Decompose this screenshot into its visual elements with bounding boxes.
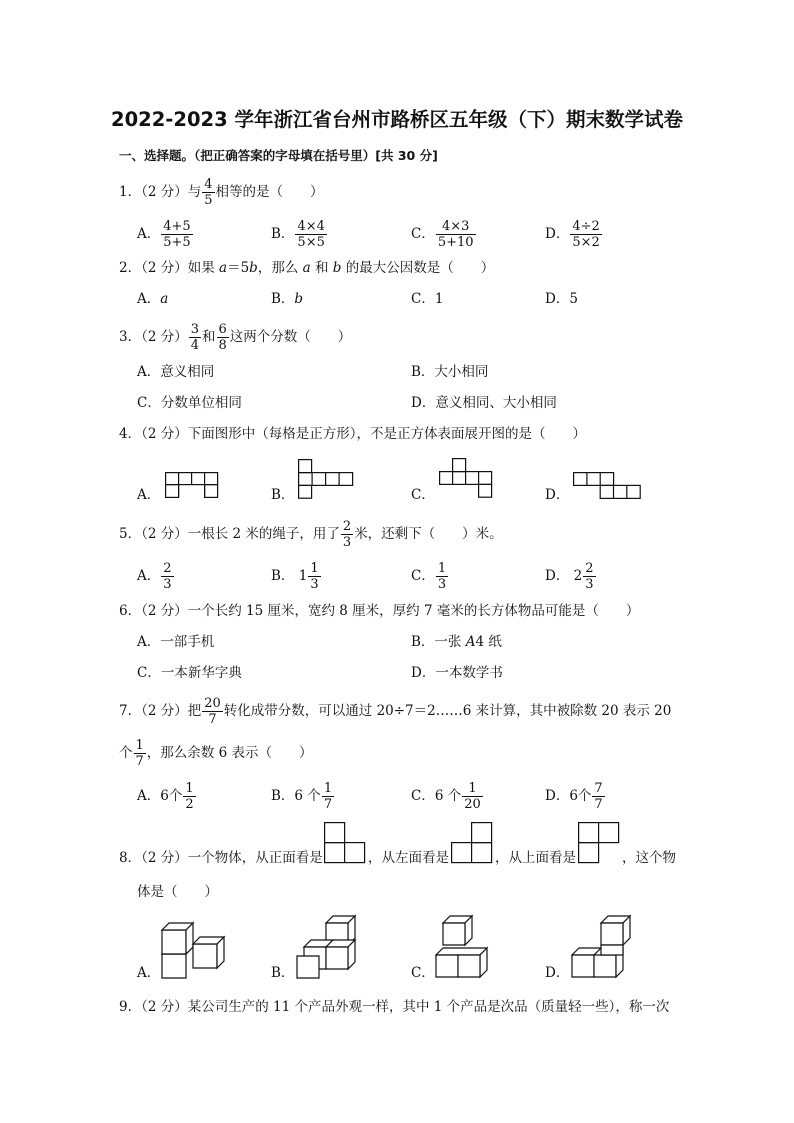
q1-option-b[interactable]: B． $\frac{4\times 4}{5\times 5}$ [271,219,325,250]
q3-option-d[interactable]: D．意义相同、大小相同 [411,395,557,411]
question-6: 6．（2 分）一个长约 15 厘米，宽约 8 厘米，厚约 7 毫米的长方体物品可能是（ ） [119,603,640,619]
q8-option-c[interactable]: C． [411,965,435,981]
cube-figure-a [161,913,227,979]
net-figure-d [573,472,641,500]
q6-option-b[interactable]: B．一张 A4 纸 [411,634,502,650]
q1-option-c[interactable]: C． $\frac{4\times 3}{5+10}$ [411,219,474,250]
top-view-figure [578,822,620,864]
q5-option-d[interactable]: D． 2 $\frac{2}{3}$ [545,561,594,592]
q8-option-d[interactable]: D． [545,965,570,981]
cube-figure-b [296,913,358,979]
front-view-figure [324,822,366,864]
q4-option-a[interactable]: A． [137,487,161,503]
q1-option-a[interactable]: A． $\frac{4+5}{5+5}$ [137,219,191,250]
q7-option-a[interactable]: A．6个 $\frac{1}{2}$ [137,781,194,812]
question-8-line-1: 8．（2 分）一个物体，从正面看是 [119,850,323,866]
q4-option-c[interactable]: C． [411,487,435,503]
q5-option-b[interactable]: B． 1 $\frac{1}{3}$ [271,561,319,592]
q3-option-c[interactable]: C．分数单位相同 [137,395,242,411]
q6-option-d[interactable]: D．一本数学书 [411,665,503,681]
q5-option-a[interactable]: A． $\frac{2}{3}$ [137,561,172,592]
cube-figure-d [571,913,639,979]
left-view-figure [451,822,493,864]
net-figure-c [439,458,493,498]
q1-option-d[interactable]: D． $\frac{4\div 2}{5\times 2}$ [545,219,600,250]
net-figure-a [165,472,219,498]
q2-option-d[interactable]: D．5 [545,291,578,307]
q3-option-b[interactable]: B．大小相同 [411,364,489,380]
question-5: 5．（2 分）一根长 2 米的绳子，用了 $\frac{2}{3}$ 米，还剩下（ ）米。 [119,519,503,550]
question-8-mid-2: ，从上面看是 [495,850,576,866]
q4-option-b[interactable]: B． [271,487,295,503]
q4-option-d[interactable]: D． [545,487,570,503]
question-7: 7．（2 分）把 $\frac{20}{7}$ 转化成带分数，可以通过 20÷7＝2……6 来计算，其中被除数 20 表示 20 [119,696,672,727]
question-2: 2．（2 分）如果 a＝5b，那么 a 和 b 的最大公因数是（ ） [119,260,495,276]
question-8-post: ，这个物 [622,850,676,866]
q6-option-c[interactable]: C．一本新华字典 [137,665,242,681]
section-heading: 一、选择题。（把正确答案的字母填在括号里）[共 30 分] [119,148,438,163]
question-3: 3．（2 分） $\frac{3}{4}$ 和 $\frac{6}{8}$ 这两个分数（ ） [119,322,352,353]
q7-option-c[interactable]: C．6 个 $\frac{1}{20}$ [411,781,481,812]
q6-option-a[interactable]: A．一部手机 [137,634,215,650]
net-figure-b [298,459,354,499]
q8-option-b[interactable]: B． [271,965,295,981]
exam-title: 2022-2023 学年浙江省台州市路桥区五年级（下）期末数学试卷 [111,108,683,131]
q7-option-d[interactable]: D．6个 $\frac{7}{7}$ [545,781,603,812]
question-4: 4．（2 分）下面图形中（每格是正方形），不是正方体表面展开图的是（ ） [119,426,586,442]
question-8-line-2: 体是（ ） [137,884,218,900]
q7-option-b[interactable]: B．6 个 $\frac{1}{7}$ [271,781,333,812]
question-7-line-2: 个 $\frac{1}{7}$ ，那么余数 6 表示（ ） [119,738,313,769]
question-8-mid-1: ，从左面看是 [368,850,449,866]
q5-option-c[interactable]: C． $\frac{1}{3}$ [411,561,447,592]
fraction: $\frac{4}{5}$ [204,177,213,208]
q2-option-c[interactable]: C．1 [411,291,444,307]
question-9: 9．（2 分）某公司生产的 11 个产品外观一样，其中 1 个产品是次品（质量轻一些），称一次 [119,999,670,1015]
q8-option-a[interactable]: A． [137,965,161,981]
q3-option-a[interactable]: A．意义相同 [137,364,215,380]
q2-option-a[interactable]: A．a [137,291,169,307]
question-1: 1．（2 分）与 $\frac{4}{5}$ 相等的是（ ） [119,177,324,208]
q2-option-b[interactable]: B．b [271,291,304,307]
cube-figure-c [435,913,495,979]
